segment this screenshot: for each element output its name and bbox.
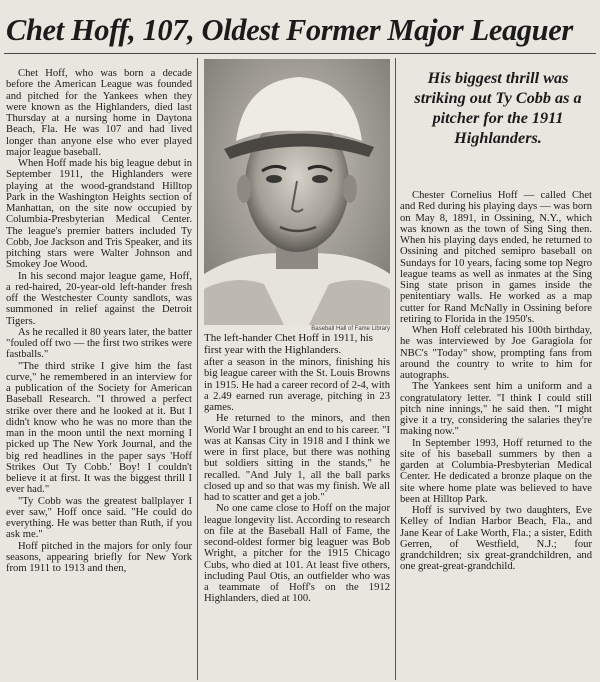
paragraph: The Yankees sent him a uniform and a congratulatory letter. "I think I could still pitch nine innings," he said then. "I might give it a try, considering the salaries they're making now." xyxy=(400,381,592,438)
paragraph: No one came close to Hoff on the major league longevity list. According to research on file at the Baseball Hall of Fame, the second-oldest former big leaguer was Bob Wright, a pitcher for the 1915 Chicago Cubs, who died at 101. At least five others, including Paul Otis, an outfielder who was a teammate of Hoff's on the 1912 Highlanders, died at 100. xyxy=(204,503,390,605)
paragraph: after a season in the minors, finishing his big league career with the St. Louis Browns in 1915. He had a career record of 2-4, with a 2.49 earned run average, pitching in 23 games. xyxy=(204,357,390,413)
paragraph: Chet Hoff, who was born a decade before the American League was founded and pitched for the Yankees when they were known as the Highlanders, died last Thursday at a nursing home in Daytona Beach, Fla. He was 107 and had lived longer than anyone else who ever played major league baseball. xyxy=(6,68,192,158)
photo-credit: Baseball Hall of Fame Library xyxy=(311,326,390,332)
photo-caption: The left-hander Chet Hoff in 1911, his first year with the Highlanders. xyxy=(204,332,373,356)
column-divider xyxy=(197,58,198,680)
paragraph: "The third strike I give him the fast curve," he remembered in an interview for a publication of the Society for American Baseball Research. "I throwed a perfect strike over there and he looked at it. But I didn't know who he was no more than the man in the moon until the next morning I picked up The New York Journal, and the big red headlines in the paper says 'Hoff Strikes Out Ty Cobb.' Boy! I couldn't believe it at first. It was the biggest thrill I ever had." xyxy=(6,360,192,496)
paragraph: As he recalled it 80 years later, the batter "fouled off two — the first two strikes were fastballs." xyxy=(6,326,192,361)
paragraph: When Hoff celebrated his 100th birthday, he was interviewed by Joe Garagiola for NBC's "Today" show, prompting fans from around the country to write to him for autographs. xyxy=(400,325,592,381)
article-column-3 xyxy=(400,190,592,680)
headline-rule xyxy=(4,53,596,54)
paragraph: In September 1993, Hoff returned to the site of his baseball summers by then a garden at Columbia-Presbyterian Medical Center. He dedicated a bronze plaque on the site where home plate was believed to have been at Hilltop Park. xyxy=(400,437,592,505)
paragraph: In his second major league game, Hoff, a red-haired, 20-year-old left-hander fresh off the Westchester County sandlots, was summoned in relief against the Detroit Tigers. xyxy=(6,270,192,327)
article-column-1 xyxy=(6,68,192,680)
paragraph: Chester Cornelius Hoff — called Chet and Red during his playing days — was born on May 8, 1891, in Ossining, N.Y., which was known as the town of Sing Sing then. When his playing days ended, he returned to Ossining and pitched semipro baseball on Sundays for 10 years, facing some top Negro league teams as well as inmates at the Sing Sing state prison in games inside the penitentiary walls. He worked as a map cutter for Rand McNally in Ossining before retiring to Florida in the 1950's. xyxy=(400,190,592,325)
pull-quote: His biggest thrill was striking out Ty Cobb as a pitcher for the 1911 Highlanders. xyxy=(414,69,582,147)
portrait-photo xyxy=(204,59,390,325)
paragraph: When Hoff made his big league debut in September 1911, the Highlanders were playing at the wood-grandstand Hilltop Park in the Washington Heights section of Manhattan, on the site now occupied by Columbia-Presbyterian Medical Center. The league's premier batters included Ty Cobb, Joe Jackson and Tris Speaker, and its pitching stars were Walter Johnson and Smokey Joe Wood. xyxy=(6,158,192,271)
paragraph: He returned to the minors, and then World War I brought an end to his career. "I was at Kansas City in 1918 and I think we were in first place, but there was nothing but soldiers sitting in the stands," he recalled. "And July 1, all the ball parks closed up and so that was my finish. We all had to scatter and get a job." xyxy=(204,413,390,503)
portrait-image xyxy=(204,59,390,325)
paragraph: "Ty Cobb was the greatest ballplayer I ever saw," Hoff once said. "He could do everything. He was better than Ruth, if you ask me." xyxy=(6,495,192,541)
headline: Chet Hoff, 107, Oldest Former Major Leaguer xyxy=(6,13,573,47)
paragraph: Hoff pitched in the majors for only four seasons, appearing briefly for New York from 1911 to 1913 and then, xyxy=(6,540,192,574)
column-divider xyxy=(395,58,396,680)
paragraph: Hoff is survived by two daughters, Eve Kelley of Indian Harbor Beach, Fla., and Jane Kear of Lake Worth, Fla.; a sister, Edith Gerren, of Westfield, N.J.; four grandchildren; six great-grandchildren, and one great-great-grandchild. xyxy=(400,505,592,573)
article-column-2 xyxy=(204,357,390,680)
